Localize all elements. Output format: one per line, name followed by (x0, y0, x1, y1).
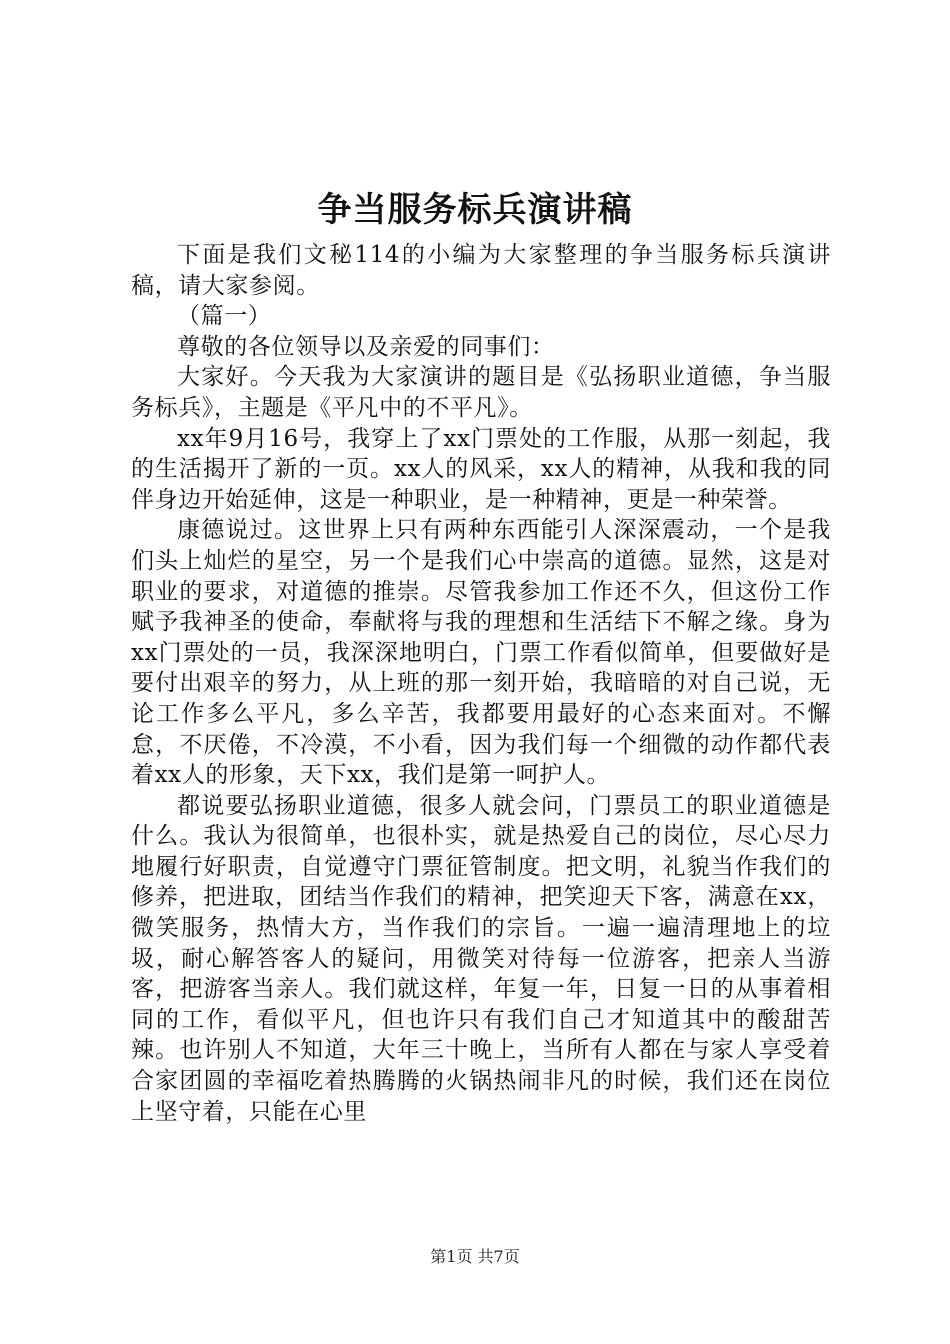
salutation: 尊敬的各位领导以及亲爱的同事们： (177, 333, 555, 360)
body-paragraph: 都说要弘扬职业道德，很多人就会问，门票员工的职业道德是什么。我认为很简单，也很朴实，就是热爱自己的岗位，尽心尽力地履行好职责，自觉遵守门票征管制度。把文明，礼貌当作我们的修养，把进取，团结当作我们的精神，把笑迎天下客，满意在xx，微笑服务，热情大方，当作我们的宗旨。一遍一遍清理地上的垃圾，耐心解答客人的疑问，用微笑对待每一位游客，把亲人当游客，把游客当亲人。我们就这样，年复一年，日复一日的从事着相同的工作，看似平凡，但也许只有我们自己才知道其中的酸甜苦辣。也许别人不知道，大年三十晚上，当所有人都在与家人享受着合家团圆的幸福吃着热腾腾的火锅热闹非凡的时候，我们还在岗位上坚守着，只能在心里 (131, 792, 831, 1125)
intro-paragraph: 下面是我们文秘114的小编为大家整理的争当服务标兵演讲稿，请大家参阅。 (131, 242, 831, 299)
body-paragraph: 大家好。今天我为大家演讲的题目是《弘扬职业道德，争当服务标兵》，主题是《平凡中的不平凡》。 (131, 364, 831, 421)
body-paragraph: 康德说过。这世界上只有两种东西能引人深深震动，一个是我们头上灿烂的星空，另一个是我们心中崇高的道德。显然，这是对职业的要求，对道德的推崇。尽管我参加工作还不久，但这份工作赋予我神圣的使命，奉献将与我的理想和生活结下不解之缘。身为xx门票处的一员，我深深地明白，门票工作看似简单，但要做好是要付出艰辛的努力，从上班的那一刻开始，我暗暗的对自己说，无论工作多么平凡，多么辛苦，我都要用最好的心态来面对。不懈怠，不厌倦，不冷漠，不小看，因为我们每一个细微的动作都代表着xx人的形象，天下xx，我们是第一呵护人。 (131, 517, 831, 789)
page-number-footer: 第1页 共7页 (430, 1247, 520, 1266)
section-heading: （篇一） (177, 303, 272, 330)
page-title: 争当服务标兵演讲稿 (317, 190, 633, 230)
body-paragraph: xx年9月16号，我穿上了xx门票处的工作服，从那一刻起，我的生活揭开了新的一页。xx人的风采，xx人的精神，从我和我的同伴身边开始延伸，这是一种职业，是一种精神，更是一种荣誉。 (131, 425, 831, 513)
document-body (131, 240, 831, 1127)
